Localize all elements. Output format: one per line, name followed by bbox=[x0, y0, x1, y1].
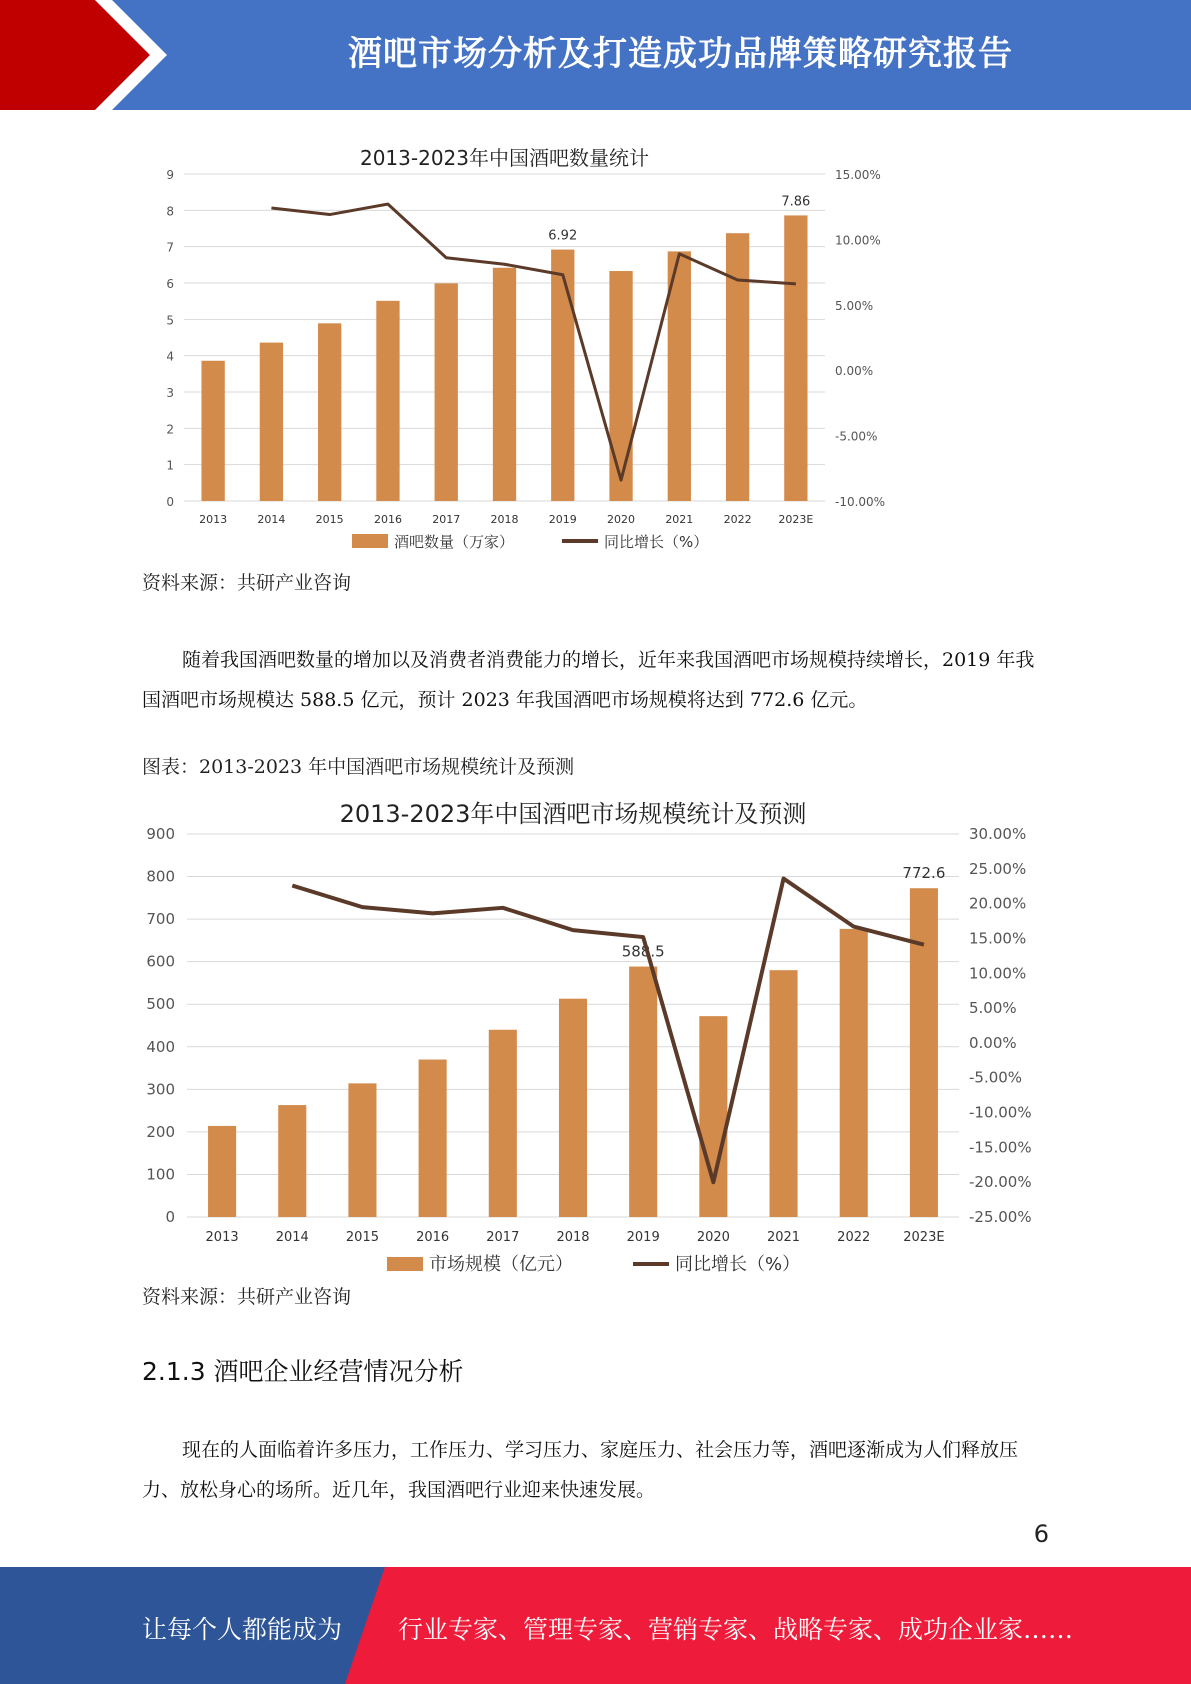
bar bbox=[260, 343, 283, 501]
y-tick-label: 500 bbox=[146, 995, 175, 1014]
y2-tick-label: 5.00% bbox=[969, 999, 1017, 1018]
y-tick-label: 3 bbox=[166, 386, 174, 400]
header-arrow-decoration bbox=[0, 0, 240, 110]
bar bbox=[910, 888, 938, 1217]
x-tick-label: 2018 bbox=[556, 1230, 590, 1245]
y-tick-label: 1 bbox=[166, 458, 174, 473]
legend-bar-label: 酒吧数量（万家） bbox=[394, 533, 515, 551]
y-tick-label: 800 bbox=[146, 867, 175, 886]
y2-tick-label: -15.00% bbox=[969, 1138, 1032, 1157]
market-size-chart bbox=[142, 782, 1047, 1274]
bar bbox=[489, 1030, 517, 1217]
page-footer bbox=[0, 1567, 1191, 1684]
page-header bbox=[0, 0, 1191, 110]
y-tick-label: 6 bbox=[166, 277, 174, 291]
y2-tick-label: 10.00% bbox=[969, 964, 1027, 983]
market-size-paragraph bbox=[142, 640, 1047, 720]
bar bbox=[770, 970, 798, 1217]
bar bbox=[629, 967, 657, 1217]
x-tick-label: 2013 bbox=[199, 513, 228, 526]
y2-tick-label: 0.00% bbox=[969, 1033, 1017, 1052]
bar bbox=[435, 283, 458, 501]
y-tick-label: 100 bbox=[146, 1165, 175, 1184]
chart1-source: 资料来源：共研产业咨询 bbox=[142, 572, 352, 594]
bar bbox=[419, 1060, 447, 1217]
y-tick-label: 300 bbox=[146, 1080, 175, 1099]
bar bbox=[278, 1105, 306, 1217]
operation-paragraph bbox=[142, 1430, 1047, 1510]
bar bbox=[493, 268, 516, 501]
legend-bar-label: 市场规模（亿元） bbox=[429, 1254, 573, 1274]
x-tick-label: 2017 bbox=[432, 513, 461, 526]
y-tick-label: 9 bbox=[166, 168, 174, 182]
market-size-text: 随着我国酒吧数量的增加以及消费者消费能力的增长，近年来我国酒吧市场规模持续增长，2019 年我国酒吧市场规模达 588.5 亿元，预计 2023 年我国酒吧市场规模将达到 772.6 亿元。 bbox=[142, 649, 1035, 711]
data-label: 588.5 bbox=[621, 942, 665, 961]
y-tick-label: 5 bbox=[166, 313, 174, 328]
y-tick-label: 600 bbox=[146, 952, 175, 971]
x-tick-label: 2017 bbox=[486, 1230, 520, 1245]
figure2-caption: 图表：2013-2023 年中国酒吧市场规模统计及预测 bbox=[142, 756, 575, 778]
bar bbox=[559, 999, 587, 1217]
x-tick-label: 2014 bbox=[275, 1230, 309, 1245]
y2-tick-label: -5.00% bbox=[969, 1068, 1023, 1087]
x-tick-label: 2019 bbox=[548, 513, 577, 526]
x-tick-label: 2013 bbox=[205, 1230, 239, 1245]
bar-count-chart bbox=[142, 135, 922, 555]
y-tick-label: 700 bbox=[146, 910, 175, 929]
x-tick-label: 2020 bbox=[607, 513, 636, 526]
bar bbox=[318, 323, 341, 501]
y2-tick-label: 0.00% bbox=[835, 364, 874, 379]
x-tick-label: 2021 bbox=[665, 513, 694, 526]
y2-tick-label: -10.00% bbox=[969, 1103, 1032, 1122]
bar bbox=[784, 215, 807, 501]
x-tick-label: 2016 bbox=[416, 1230, 450, 1245]
x-tick-label: 2022 bbox=[837, 1230, 871, 1245]
y-tick-label: 0 bbox=[166, 495, 174, 509]
y2-tick-label: 15.00% bbox=[835, 168, 881, 182]
y-tick-label: 4 bbox=[166, 349, 174, 364]
market-size-chart-svg bbox=[142, 782, 1047, 1274]
bar bbox=[348, 1083, 376, 1217]
legend-line-label: 同比增长（%） bbox=[675, 1254, 801, 1274]
bar bbox=[208, 1126, 236, 1217]
legend-line-label: 同比增长（%） bbox=[604, 533, 709, 551]
y-tick-label: 200 bbox=[146, 1122, 175, 1141]
x-tick-label: 2023E bbox=[903, 1230, 945, 1245]
x-tick-label: 2021 bbox=[766, 1230, 801, 1245]
y2-tick-label: 10.00% bbox=[835, 233, 881, 248]
bar bbox=[699, 1016, 727, 1217]
legend-bar-swatch bbox=[352, 534, 388, 548]
bar bbox=[551, 250, 574, 501]
y2-tick-label: -10.00% bbox=[835, 495, 886, 509]
chart2-source: 资料来源：共研产业咨询 bbox=[142, 1286, 352, 1308]
bar bbox=[726, 233, 749, 501]
y2-tick-label: 20.00% bbox=[969, 894, 1027, 913]
y2-tick-label: -5.00% bbox=[835, 429, 878, 444]
y2-tick-label: -25.00% bbox=[969, 1208, 1032, 1226]
section-heading: 2.1.3 酒吧企业经营情况分析 bbox=[142, 1357, 464, 1386]
y-tick-label: 0 bbox=[165, 1208, 175, 1226]
x-tick-label: 2022 bbox=[723, 513, 752, 526]
bar-count-chart-svg bbox=[142, 135, 922, 555]
y2-tick-label: 15.00% bbox=[969, 929, 1027, 948]
y-tick-label: 2 bbox=[166, 422, 174, 437]
data-label: 772.6 bbox=[902, 864, 946, 883]
operation-text: 现在的人面临着许多压力，工作压力、学习压力、家庭压力、社会压力等，酒吧逐渐成为人们释放压力、放松身心的场所。近几年，我国酒吧行业迎来快速发展。 bbox=[142, 1439, 1019, 1501]
chart-title: 2013-2023年中国酒吧市场规模统计及预测 bbox=[339, 800, 807, 828]
y2-tick-label: 30.00% bbox=[969, 825, 1027, 843]
y2-tick-label: -20.00% bbox=[969, 1173, 1032, 1192]
x-tick-label: 2015 bbox=[315, 513, 344, 526]
y-tick-label: 400 bbox=[146, 1037, 175, 1056]
y-tick-label: 900 bbox=[146, 825, 175, 843]
y2-tick-label: 5.00% bbox=[835, 298, 874, 313]
footer-slogan-left: 让每个人都能成为 bbox=[142, 1615, 343, 1644]
y-tick-label: 8 bbox=[166, 204, 174, 219]
bar bbox=[201, 361, 224, 501]
page-number: 6 bbox=[1033, 1520, 1049, 1548]
x-tick-label: 2016 bbox=[373, 513, 402, 526]
chart-title: 2013-2023年中国酒吧数量统计 bbox=[359, 146, 650, 170]
y-tick-label: 7 bbox=[166, 240, 174, 255]
x-tick-label: 2018 bbox=[490, 513, 519, 526]
bar bbox=[609, 271, 632, 501]
data-label: 7.86 bbox=[781, 194, 811, 210]
x-tick-label: 2015 bbox=[345, 1230, 380, 1245]
report-title: 酒吧市场分析及打造成功品牌策略研究报告 bbox=[348, 34, 1013, 74]
x-tick-label: 2014 bbox=[257, 513, 286, 526]
bar bbox=[840, 929, 868, 1217]
footer-slogan-right: 行业专家、管理专家、营销专家、战略专家、成功企业家…… bbox=[398, 1615, 1074, 1644]
legend-bar-swatch bbox=[387, 1257, 423, 1271]
y2-tick-label: 25.00% bbox=[969, 859, 1027, 878]
x-tick-label: 2019 bbox=[626, 1230, 660, 1245]
bar bbox=[376, 301, 399, 501]
x-tick-label: 2023E bbox=[778, 513, 814, 526]
data-label: 6.92 bbox=[548, 228, 578, 244]
x-tick-label: 2020 bbox=[696, 1230, 730, 1245]
